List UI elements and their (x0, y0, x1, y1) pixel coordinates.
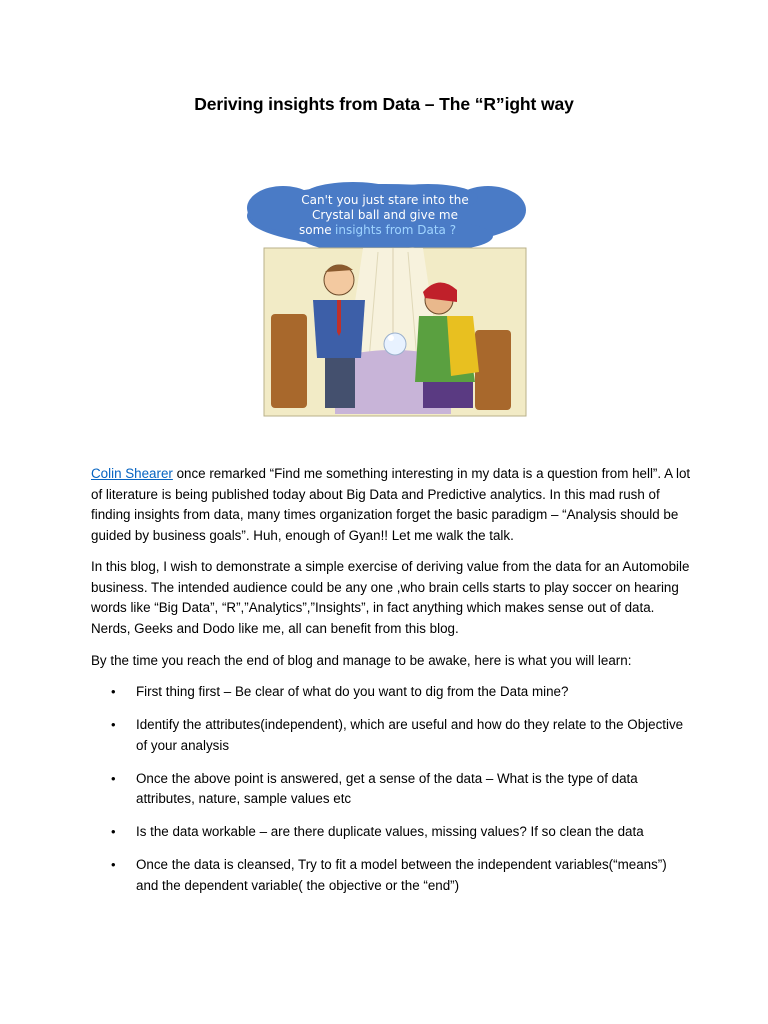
list-item (91, 822, 691, 843)
fortune-teller-cartoon-image (243, 182, 528, 418)
intro-paragraph-text: once remarked “Find me something interesting in my data is a question from hell”. A lot of literature is being published today about Big Data and Predictive analytics. In this mad rush of finding insights from data, many times organization forget the basic paradigm – “Analysis should be guided by business goals”. Huh, enough of Gyan!! Let me walk the talk. (91, 466, 691, 543)
bubble-line-1: Can't you just stare into the (301, 193, 469, 207)
bullet-icon: • (111, 857, 116, 872)
list-item (91, 682, 691, 703)
learning-bullet-list (91, 682, 691, 909)
scene (264, 248, 526, 416)
list-item (91, 769, 691, 810)
audience-paragraph (91, 557, 691, 639)
bullet-icon: • (111, 770, 116, 786)
list-item-text: Once the data is cleansed, Try to fit a model between the independent variables(“means”) and the dependent variable( the objective or the “end”) (136, 857, 667, 893)
learn-paragraph-text: By the time you reach the end of blog and manage to be awake, here is what you will learn: (91, 653, 632, 668)
bullet-icon: • (111, 684, 116, 699)
list-item (91, 715, 691, 756)
learn-paragraph (91, 651, 691, 672)
audience-paragraph-text: In this blog, I wish to demonstrate a simple exercise of deriving value from the data for an Automobile business. The intended audience could be any one ,who brain cells starts to play soccer on hearing words like “Big Data”, “R”,”Analytics”,”Insights”, in fact anything which makes sense out of data. Nerds, Geeks and Dodo like me, all can benefit from this blog. (91, 559, 690, 636)
list-item-text: Is the data workable – are there duplicate values, missing values? If so clean the data (136, 824, 644, 839)
bubble-line-3-prefix: some (299, 223, 332, 237)
bubble-line-2: Crystal ball and give me (311, 208, 459, 222)
list-item-text: Once the above point is answered, get a sense of the data – What is the type of data attributes, nature, sample values etc (136, 770, 638, 806)
page-title: Deriving insights from Data – The “R”ight way (194, 94, 574, 114)
list-item (91, 855, 691, 896)
colin-shearer-link[interactable]: Colin Shearer (91, 466, 173, 481)
intro-paragraph (91, 464, 691, 546)
bullet-icon: • (111, 824, 116, 839)
bubble-line-3-highlight: insights from Data ? (335, 223, 457, 237)
list-item-text: First thing first – Be clear of what do you want to dig from the Data mine? (136, 684, 569, 699)
list-item-text: Identify the attributes(independent), which are useful and how do they relate to the Objective of your analysis (136, 717, 684, 753)
bullet-icon: • (111, 717, 116, 732)
